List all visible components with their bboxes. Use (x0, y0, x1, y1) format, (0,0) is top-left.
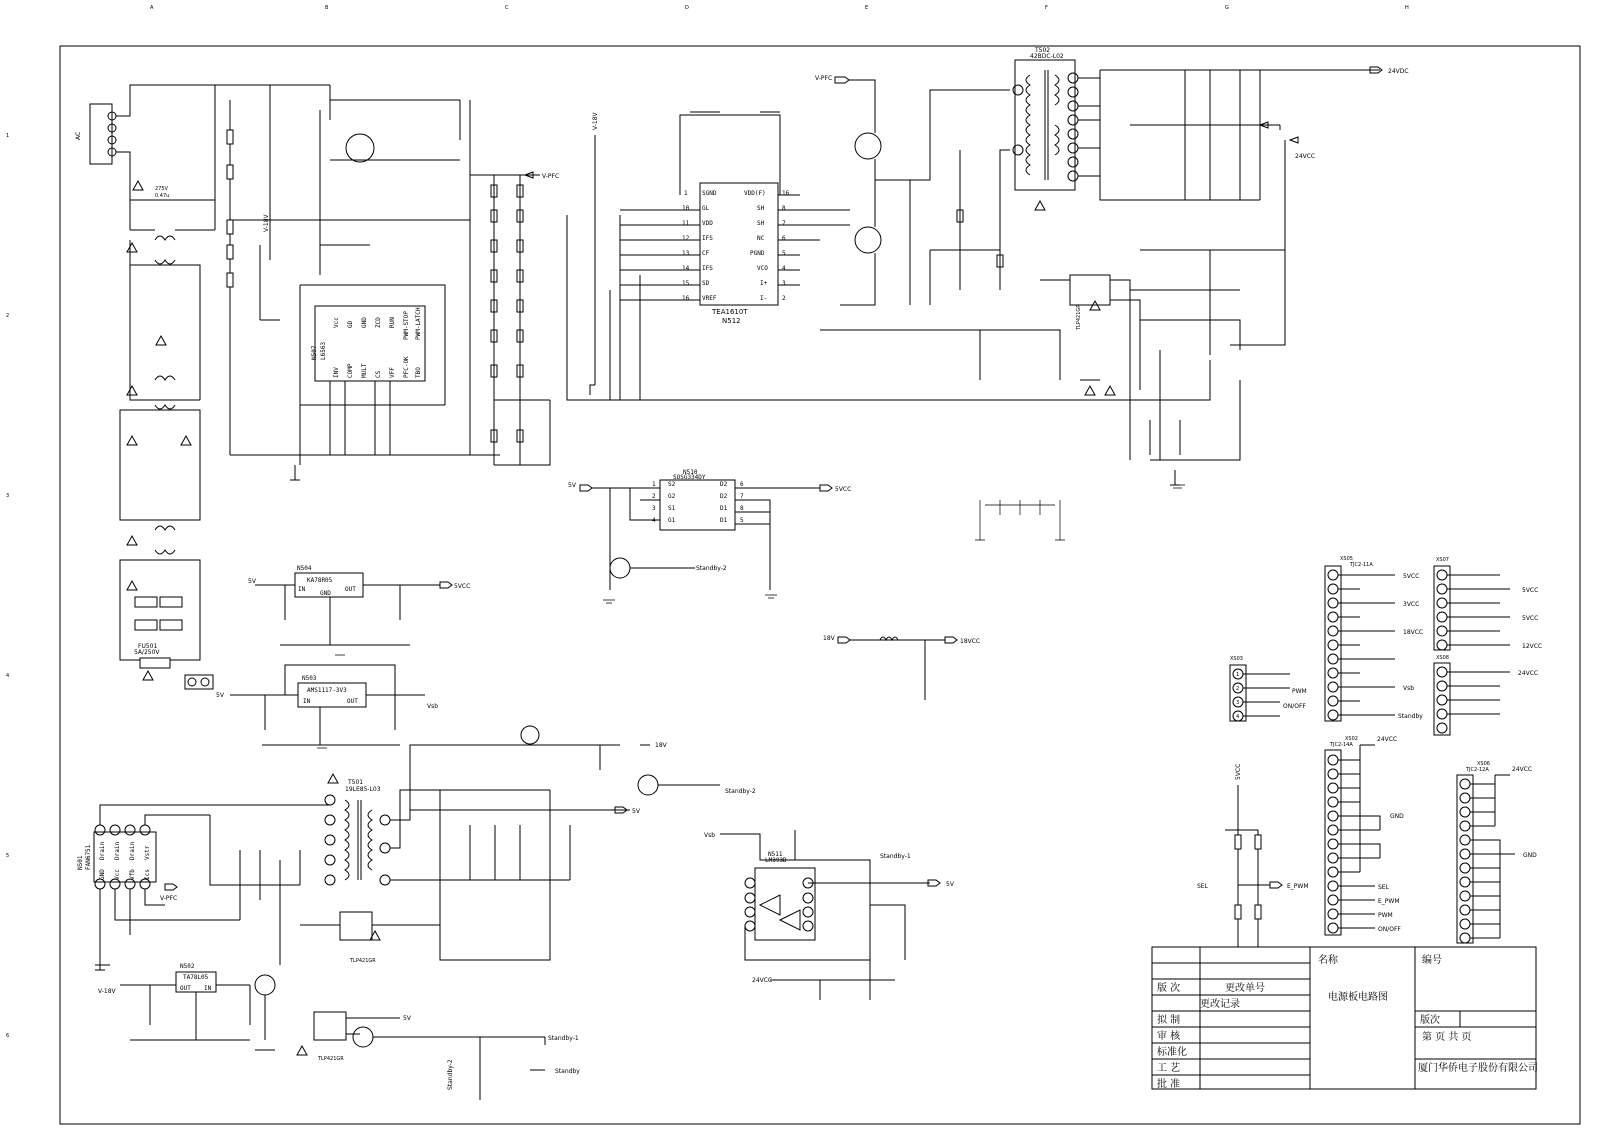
varistor-rating: 275V (155, 186, 168, 192)
svg-text:SH: SH (757, 220, 765, 227)
title-block (1152, 947, 1538, 1090)
grid-col-a: A (150, 5, 154, 11)
standby-supply-section (77, 726, 756, 1100)
xs07-5vcc-a: 5VCC (1522, 587, 1539, 594)
svg-text:D2: D2 (720, 493, 728, 500)
svg-text:16: 16 (682, 295, 690, 302)
tb-approved-label: 批 准 (1157, 1079, 1181, 1090)
pfc-pin-label: COMP (347, 363, 354, 378)
reg1-ref: N504 (297, 565, 312, 572)
connector-xs05 (1325, 556, 1423, 721)
feedback-opto-n509 (1070, 275, 1110, 305)
svg-text:S2: S2 (668, 481, 676, 488)
svg-text:8: 8 (740, 505, 744, 512)
filter-in-net: 18V (823, 635, 835, 642)
fuse-ref: FU501 (138, 643, 158, 650)
svg-text:S1: S1 (668, 505, 676, 512)
opto3-part: TLP421GR (318, 1056, 344, 1062)
reg3-ref: N502 (180, 963, 195, 970)
svg-text:CF: CF (702, 250, 710, 257)
svg-text:5: 5 (782, 250, 786, 257)
xs03-pwm: PWM (1292, 688, 1307, 695)
svg-text:16: 16 (782, 190, 790, 197)
connector-xs07 (1434, 557, 1542, 650)
v24-out-net: 24VCC (1295, 153, 1316, 160)
ac-label: AC (75, 131, 82, 140)
x-cap-rating: 0.47u (155, 193, 170, 199)
tb-process-label: 工 艺 (1157, 1063, 1181, 1074)
tb-number-label: 编号 (1422, 955, 1442, 966)
t502-part: 42BDC-L02 (1030, 53, 1064, 60)
llc-high-mosfet (855, 133, 881, 159)
svg-text:PGND: PGND (750, 250, 765, 257)
svg-text:I+: I+ (760, 280, 768, 287)
v18-llc-net: V-18V (592, 112, 599, 130)
feedback-section (820, 201, 1240, 485)
pfc-ic-part: L6563 (320, 341, 327, 360)
svg-text:NC: NC (757, 235, 765, 242)
grid-col-h: H (1405, 5, 1409, 11)
svg-text:10: 10 (682, 205, 690, 212)
opto1-part: TLP421GR (1076, 304, 1082, 330)
xs02-gnd: GND (1390, 813, 1404, 820)
ac-input-section (75, 85, 275, 689)
pfc-pin-label: CS (375, 370, 382, 378)
pfc-pin-label: TBO (415, 367, 422, 378)
xs03-onoff: ON/OFF (1283, 703, 1306, 710)
standby1-comparator-net: Standby-1 (880, 853, 911, 860)
main-transformer-t502 (1013, 47, 1409, 355)
svg-text:7: 7 (782, 220, 786, 227)
filter-out-net: 18VCC (960, 638, 981, 645)
svg-text:VDD(F): VDD(F) (744, 190, 766, 197)
sel-net: SEL (1197, 883, 1208, 890)
dual-fet-part: SOSG334DY (673, 474, 706, 481)
t502-ref: T502 (1035, 47, 1051, 54)
v5-standby-net: 5V (632, 808, 640, 815)
xs08-24vcc: 24VCC (1518, 670, 1539, 677)
svg-text:4: 4 (652, 517, 656, 524)
reg1-out: OUT (345, 586, 356, 593)
v5-comparator-net: 5V (946, 881, 954, 888)
xs02-onoff: ON/OFF (1378, 926, 1401, 933)
svg-text:11: 11 (682, 220, 690, 227)
xs05-18vcc: 18VCC (1403, 629, 1424, 636)
dual-fet-ref: N510 (683, 469, 698, 476)
reg2-out: OUT (347, 698, 358, 705)
xs07-12vcc: 12VCC (1522, 643, 1543, 650)
v-pfc-net: V-PFC (542, 173, 560, 180)
t501-ref: T501 (348, 779, 364, 786)
v24-net: 24VDC (1388, 68, 1409, 75)
connector-xs08 (1434, 655, 1538, 735)
grid-row-6: 6 (6, 1033, 10, 1039)
standby-ic-ref: N501 (77, 855, 84, 870)
tb-edition-label: 版次 (1420, 1015, 1440, 1026)
dual-fet-section (568, 469, 851, 590)
reg1-in-net: 5V (248, 578, 256, 585)
xs02-epwm: E_PWM (1378, 898, 1400, 905)
reg2-in: IN (303, 698, 311, 705)
v18-standby-net: 18V (655, 742, 667, 749)
svg-text:2: 2 (782, 295, 786, 302)
svg-text:IFS: IFS (702, 265, 713, 272)
grid-col-e: E (865, 5, 869, 11)
svg-text:SD: SD (702, 280, 710, 287)
tb-company: 厦门华侨电子股份有限公司 (1418, 1063, 1538, 1074)
svg-text:SH: SH (757, 205, 765, 212)
dual-fet-in-net: 5V (568, 482, 576, 489)
standby-pin-label: Vstr (144, 845, 151, 860)
xs05-3vcc: 3VCC (1403, 601, 1420, 608)
xs02-pwm: PWM (1378, 912, 1393, 919)
xs03-ref: XS03 (1230, 656, 1243, 662)
svg-text:6: 6 (740, 481, 744, 488)
llc-ic-part: TEA1610T (712, 308, 748, 316)
xs05-5vcc: 5VCC (1403, 573, 1420, 580)
opto2-part: TLP421GR (350, 958, 376, 964)
tb-drawing-title: 电源板电路图 (1328, 992, 1388, 1003)
standby-pin-label: GND (99, 869, 106, 880)
tb-reviewed-label: 审 核 (1157, 1031, 1181, 1042)
reg3-part: TA78L05 (183, 974, 209, 981)
pfc-mosfet (346, 134, 374, 162)
pfc-ic-ref: N507 (311, 345, 318, 360)
comparator-section (704, 830, 955, 1000)
grid-row-4: 4 (6, 673, 10, 679)
svg-text:15: 15 (682, 280, 690, 287)
svg-text:8: 8 (782, 205, 786, 212)
svg-text:3: 3 (782, 280, 786, 287)
svg-text:4: 4 (782, 265, 786, 272)
connector-xs03 (1230, 656, 1307, 721)
standby1-net: Standby-1 (548, 1035, 579, 1042)
pfc-pin-label: RUN (389, 317, 396, 328)
pwm-select-section (1197, 764, 1309, 950)
xs07-ref: XS07 (1436, 557, 1449, 563)
tb-revision-label: 版 次 (1157, 983, 1181, 994)
svg-text:G2: G2 (668, 493, 676, 500)
reg1-gnd: GND (320, 590, 331, 597)
vsb-comparator-net: Vsb (704, 832, 716, 839)
pfc-section (215, 85, 559, 480)
svg-text:1: 1 (684, 190, 688, 197)
grid-col-f: F (1045, 5, 1048, 11)
xs07-5vcc-b: 5VCC (1522, 615, 1539, 622)
standby-pin-label: Drain (129, 841, 136, 860)
grid-row-2: 2 (6, 313, 10, 319)
svg-text:1: 1 (652, 481, 656, 488)
fuse-symbol (140, 658, 170, 668)
llc-ic-ref: N512 (722, 317, 741, 325)
reg2-ref: N503 (302, 675, 317, 682)
standby-pin-label: Drain (99, 841, 106, 860)
pfc-pin-label: Vcc (333, 317, 340, 328)
regulators-section (216, 565, 980, 745)
xs02-part: TJC2-14A (1330, 742, 1353, 748)
svg-text:VREF: VREF (702, 295, 717, 302)
standby-transistor (610, 558, 630, 578)
pfc-pin-label: PWM-LATCH (415, 307, 422, 340)
pfc-pin-label: PWM-STOP (403, 311, 410, 340)
svg-text:VCO: VCO (757, 265, 768, 272)
standby-pin-label: Drain (114, 841, 121, 860)
svg-text:1: 1 (1236, 672, 1240, 678)
svg-text:SGND: SGND (702, 190, 717, 197)
xs06-part: TJC2-12A (1466, 767, 1489, 773)
tb-change-record-label: 更改记录 (1200, 999, 1240, 1010)
dual-fet-out-net: 5VCC (835, 486, 852, 493)
pfc-pin-label: MULT (361, 363, 368, 378)
svg-text:13: 13 (682, 250, 690, 257)
pfc-pin-label: ZCD (375, 317, 382, 328)
svg-text:GL: GL (702, 205, 710, 212)
reg1-in: IN (298, 586, 306, 593)
svg-text:14: 14 (682, 265, 690, 272)
fuse-rating: 5A/250V (134, 649, 160, 656)
standby-ic-part: FAN6751 (85, 844, 92, 870)
svg-text:6: 6 (782, 235, 786, 242)
tb-name-label: 名称 (1318, 955, 1338, 966)
svg-text:2: 2 (652, 493, 656, 500)
connector-xs02 (1325, 736, 1404, 935)
connector-xs06 (1457, 761, 1537, 943)
svg-text:G1: G1 (668, 517, 676, 524)
v18-reg3-net: V-18V (98, 988, 116, 995)
xs06-24vcc: 24VCC (1512, 766, 1533, 773)
tb-page-label: 第 页 共 页 (1422, 1032, 1472, 1043)
svg-text:3: 3 (652, 505, 656, 512)
xs08-ref: XS08 (1436, 655, 1449, 661)
reg1-out-net: 5VCC (454, 583, 471, 590)
v24-comparator-net: 24VCC (752, 977, 773, 984)
llc-section (567, 75, 1210, 400)
v18-net: V-18V (263, 214, 270, 232)
opto-n508 (340, 912, 372, 940)
svg-text:2: 2 (1236, 686, 1240, 692)
reg1-part: KA78R05 (307, 577, 333, 584)
grid-columns (150, 5, 1409, 11)
standby2-net: Standby-2 (696, 565, 727, 572)
tb-drawn-label: 拟 制 (1157, 1015, 1181, 1026)
comparator-ref: N511 (768, 851, 783, 858)
svg-text:4: 4 (1236, 714, 1240, 720)
tb-change-order-label: 更改单号 (1225, 983, 1265, 994)
svg-text:I-: I- (760, 295, 768, 302)
xs05-part: TJC2-11A (1350, 562, 1373, 568)
standby-pin-label: Vcc (114, 869, 121, 880)
reg2-in-net: 5V (216, 692, 224, 699)
standby-pin-label: Vfb (129, 869, 136, 880)
svg-text:5: 5 (740, 517, 744, 524)
standby2-vert-net: Standby-2 (447, 1059, 454, 1090)
pfc-pin-label: INV (333, 367, 340, 378)
v5-opto-net: 5V (403, 1015, 411, 1022)
reg2-out-net: Vsb (427, 703, 439, 710)
xs05-standby: Standby (1398, 713, 1423, 720)
pfc-pin-label: GD (347, 320, 354, 328)
opto-n506 (314, 1012, 346, 1040)
tb-standardized-label: 标准化 (1157, 1047, 1187, 1058)
xs05-ref: XS05 (1340, 556, 1353, 562)
pfc-pin-label: VFF (389, 367, 396, 378)
xs06-gnd: GND (1523, 852, 1537, 859)
standby-pin-label: Ics (144, 869, 151, 880)
pfc-pin-label: GND (361, 317, 368, 328)
v-pfc-standby-net: V-PFC (160, 895, 178, 902)
grid-row-1: 1 (6, 133, 10, 139)
svg-text:D1: D1 (720, 505, 728, 512)
grid-row-5: 5 (6, 853, 10, 859)
v-pfc-llc-net: V-PFC (815, 75, 833, 82)
svg-text:D2: D2 (720, 481, 728, 488)
xs05-vsb: Vsb (1403, 685, 1415, 692)
reg2-part: AMS1117-3V3 (307, 687, 347, 694)
svg-text:3: 3 (1236, 700, 1240, 706)
svg-text:12: 12 (682, 235, 690, 242)
svg-text:IFS: IFS (702, 235, 713, 242)
comparator-part: LM393D (765, 857, 787, 864)
llc-low-mosfet (855, 227, 881, 253)
v5vcc-select-net: 5VCC (1235, 763, 1242, 780)
svg-text:7: 7 (740, 493, 744, 500)
xs06-ref: XS06 (1477, 761, 1490, 767)
grid-col-g: G (1225, 5, 1229, 11)
pfc-pin-label: PFC-OK (403, 356, 410, 378)
svg-text:VDD: VDD (702, 220, 713, 227)
reg3-in: IN (204, 985, 212, 992)
svg-text:D1: D1 (720, 517, 728, 524)
standby2-net-b: Standby-2 (725, 788, 756, 795)
standby-net: Standby (555, 1068, 580, 1075)
xs02-ref: XS02 (1345, 736, 1358, 742)
grid-col-c: C (505, 5, 509, 11)
t501-part: 19LE85-L03 (345, 786, 381, 793)
grid-row-3: 3 (6, 493, 10, 499)
xs02-sel: SEL (1378, 884, 1389, 891)
grid-rows (6, 133, 9, 1039)
epwm-net: E_PWM (1287, 883, 1309, 890)
reg3-out: OUT (180, 985, 191, 992)
grid-col-d: D (685, 5, 689, 11)
grid-col-b: B (325, 5, 329, 11)
xs02-24vcc: 24VCC (1377, 736, 1398, 743)
